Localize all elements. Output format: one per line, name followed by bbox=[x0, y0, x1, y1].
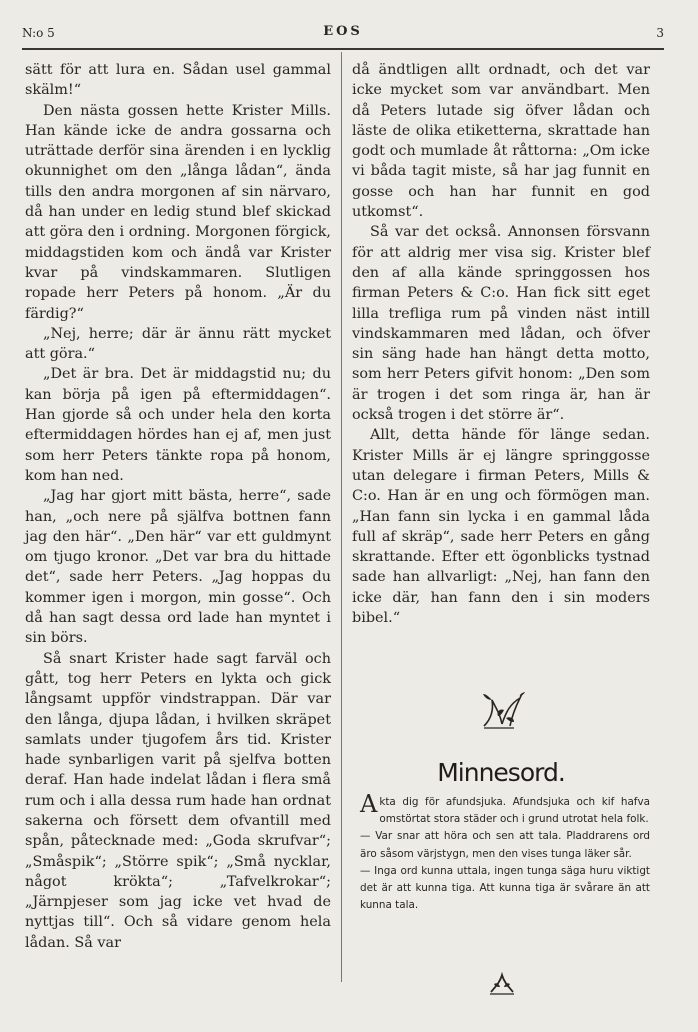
paragraph: „Jag har gjort mitt bästa, herre“, sade han, „och nere på själfva bottnen fann jag den här“. „Den här“ var ett guldmynt om tjugo kronor. „Det var bra du hittade det“, sade herr Peters. „Jag hoppas du kommer igen i morgon, min gosse“. Och då han sagt dessa ord lade han myntet i sin börs. bbox=[25, 488, 331, 647]
page-header bbox=[22, 22, 664, 44]
issue-number: N:o 5 bbox=[22, 26, 55, 40]
page-number: 3 bbox=[656, 26, 664, 40]
end-ornament-icon bbox=[488, 972, 516, 996]
left-column bbox=[25, 60, 331, 953]
journal-title: EOS bbox=[323, 24, 363, 39]
column-divider bbox=[341, 52, 342, 982]
dropcap: A bbox=[360, 790, 378, 818]
paragraph: „Det är bra. Det är middagstid nu; du kan börja på igen på eftermiddagen“. Han gjorde så och under hela den korta eftermiddagen hördes han ej af, men just som herr Peters tänkte ropa på honom, kom han ned. bbox=[25, 366, 331, 484]
paragraph: Så snart Krister hade sagt farväl och gått, tog herr Peters en lykta och gick långsamt uppför vindstrappan. Där var den långa, djupa lådan, i hvilken skräpet samlats under tjugofem års tid. Krister hade synbarligen varit på sjelfva botten deraf. Han hade indelat lådan i flera små rum och i alla dessa rum hade han ordnat sakerna och försett dem ofvantill med spån, påtecknade med: „Goda skrufvar“; „Småspik“; „Större spik“; „Små nycklar, något krökta“; „Tafvelkrokar“; „Järnpjeser som jag icke vet hvad de nyttjas till“. Och så vidare genom hela lådan. Så var bbox=[25, 650, 331, 951]
paragraph: Allt, detta hände för länge sedan. Krister Mills är ej längre springgosse utan delegare i firman Peters, Mills & C:o. Han är en ung och förmögen man. „Han fann sin lycka i en gammal låda full af skräp“, sade herr Peters en gång skrattande. Efter ett ögonblicks tystnad sade han allvarligt: „Nej, han fann den icke där, han fann den i sin moders bibel.“ bbox=[352, 427, 650, 627]
floral-ornament-icon bbox=[480, 690, 526, 732]
minnesord-paragraph: — Var snar att höra och sen att tala. Pladdrarens ord äro såsom värjstygn, men den vises tunga läker sår. bbox=[360, 830, 650, 860]
minnesord-paragraph: — Inga ord kunna uttala, ingen tunga säga huru viktigt det är att kunna tiga. Att kunna tiga är svårare än att kunna tala. bbox=[360, 864, 650, 912]
paragraph: sätt för att lura en. Sådan usel gammal skälm!“ bbox=[25, 62, 331, 99]
right-column bbox=[352, 60, 650, 628]
paragraph: Så var det också. Annonsen försvann för att aldrig mer visa sig. Krister blef den af alla kände springgossen hos firman Peters & C:o. Han fick sitt eget lilla trefliga rum på vinden näst intill vindskammaren med lådan, och öfver sin säng hade han hängt detta motto, som herr Peters gifvit honom: „Den som är trogen i det som ringa är, han är också trogen i det större är“. bbox=[352, 224, 650, 424]
paragraph: „Nej, herre; där är ännu rätt mycket att göra.“ bbox=[25, 325, 331, 363]
paragraph: Den nästa gossen hette Krister Mills. Han kände icke de andra gossarna och uträttade derför sina ärenden i en lycklig okunnighet om den „långa lådan“, ända tills den andra morgonen af sin närvaro, då han under en ledig stund blef skickad att göra den i ordning. Morgonen förgick, middagstiden kom och ändå var Krister kvar på vindskammaren. Slutligen ropade herr Peters på honom. „Är du färdig?“ bbox=[25, 102, 331, 322]
minnesord-title: Minnesord. bbox=[437, 758, 565, 787]
header-rule bbox=[22, 48, 664, 50]
minnesord-text bbox=[360, 790, 650, 914]
paragraph: då ändtligen allt ordnadt, och det var icke mycket som var användbart. Men då Peters lutade sig öfver lådan och läste de olika etiketterna, skrattade han godt och mumlade åt råttorna: „Om icke vi båda tagit miste, så har jag funnit en gosse och han har funnit en god utkomst“. bbox=[352, 62, 650, 221]
minnesord-paragraph: Akta dig för afundsjuka. Afundsjuka och kif hafva omstörtat stora städer och i grund utrotat hela folk. bbox=[360, 790, 650, 826]
